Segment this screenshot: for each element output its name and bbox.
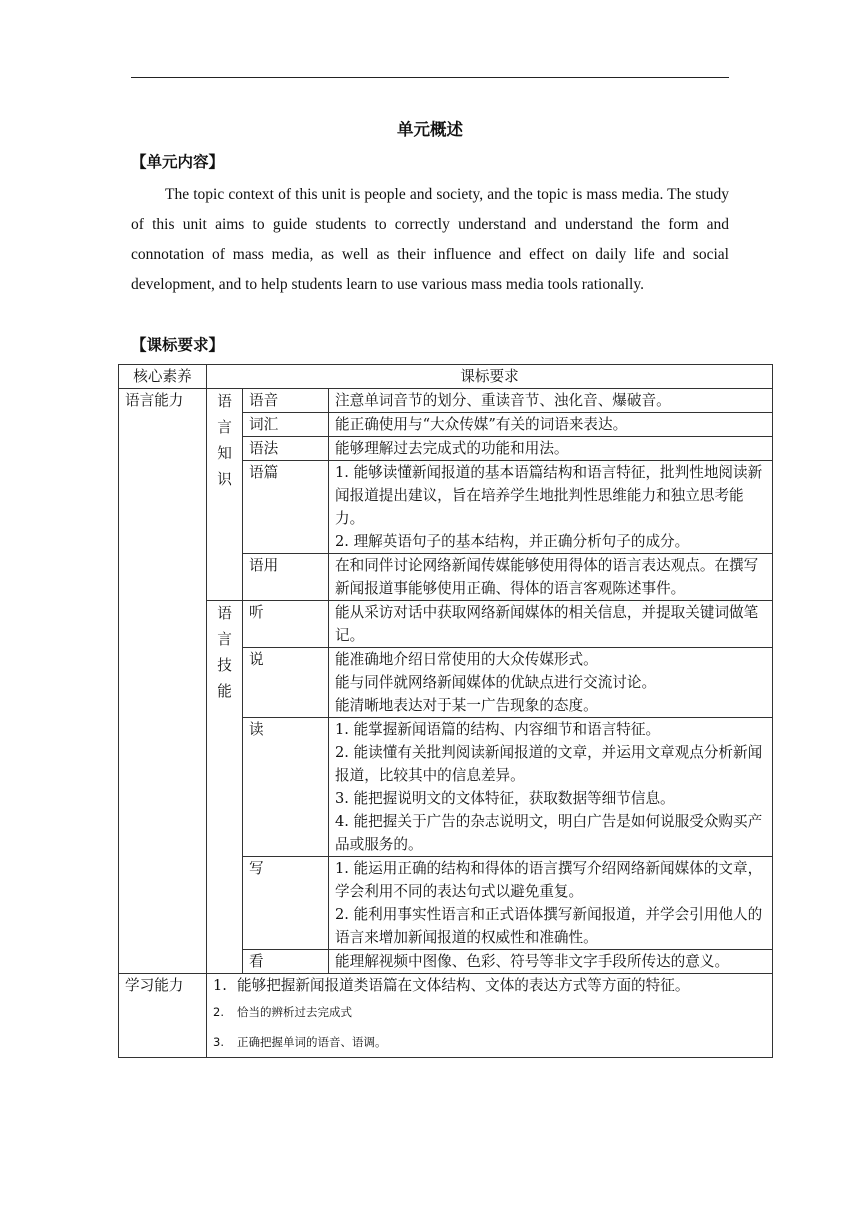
requirement-description bbox=[329, 554, 773, 601]
knowledge-item: 语用 bbox=[243, 554, 329, 601]
table-row bbox=[119, 974, 773, 1058]
skill-item: 读 bbox=[243, 718, 329, 857]
requirement-line: 能从采访对话中获取网络新闻媒体的相关信息，并提取关键词做笔记。 bbox=[335, 604, 759, 644]
requirement-line: 1. 能掌握新闻语篇的结构、内容细节和语言特征。 bbox=[335, 721, 661, 738]
requirement-line: 4. 能把握关于广告的杂志说明文，明白广告是如何说服受众购买产品或服务的。 bbox=[335, 813, 763, 853]
learning-line bbox=[213, 974, 766, 997]
requirement-line: 能准确地介绍日常使用的大众传媒形式。 bbox=[335, 651, 598, 668]
requirement-line: 能够理解过去完成式的功能和用法。 bbox=[335, 440, 569, 457]
requirement-description bbox=[329, 413, 773, 437]
requirement-line: 能正确使用与“大众传媒”有关的词语来表达。 bbox=[335, 416, 628, 433]
table-header-row bbox=[119, 365, 773, 389]
unit-content-heading: 【单元内容】 bbox=[131, 153, 225, 171]
skill-item: 写 bbox=[243, 857, 329, 950]
skill-item: 听 bbox=[243, 601, 329, 648]
requirement-line: 注意单词音节的划分、重读音节、浊化音、爆破音。 bbox=[335, 392, 671, 409]
requirement-line: 在和同伴讨论网络新闻传媒能够使用得体的语言表达观点。在撰写新闻报道事能够使用正确、得体的语言客观陈述事件。 bbox=[335, 557, 759, 597]
group-label: 语言知识 bbox=[217, 393, 232, 488]
requirement-description bbox=[329, 437, 773, 461]
page-title: 单元概述 bbox=[397, 120, 463, 139]
requirement-line: 2. 能读懂有关批判阅读新闻报道的文章，并运用文章观点分析新闻报道，比较其中的信息差异。 bbox=[335, 744, 763, 784]
table-row bbox=[119, 601, 773, 648]
requirement-description bbox=[329, 950, 773, 974]
knowledge-item: 词汇 bbox=[243, 413, 329, 437]
requirement-description bbox=[329, 648, 773, 718]
skill-item: 说 bbox=[243, 648, 329, 718]
requirement-description bbox=[329, 601, 773, 648]
requirement-description bbox=[329, 389, 773, 413]
requirement-line: 能与同伴就网络新闻媒体的优缺点进行交流讨论。 bbox=[335, 674, 657, 691]
learning-number: 1. bbox=[213, 977, 227, 994]
header-requirements: 课标要求 bbox=[207, 365, 773, 389]
requirement-line: 能理解视频中图像、色彩、符号等非文字手段所传达的意义。 bbox=[335, 953, 730, 970]
knowledge-item: 语法 bbox=[243, 437, 329, 461]
group-label: 语言技能 bbox=[217, 605, 232, 700]
learning-number: 3. bbox=[213, 1035, 224, 1049]
requirement-line: 能清晰地表达对于某一广告现象的态度。 bbox=[335, 697, 598, 714]
learning-ability-description bbox=[207, 974, 773, 1058]
learning-text: 正确把握单词的语音、语调。 bbox=[237, 1035, 387, 1049]
requirement-line: 2. 理解英语句子的基本结构，并正确分析句子的成分。 bbox=[335, 533, 690, 550]
learning-text: 能够把握新闻报道类语篇在文体结构、文体的表达方式等方面的特征。 bbox=[237, 977, 690, 994]
requirement-description bbox=[329, 461, 773, 554]
core-learning-ability: 学习能力 bbox=[119, 974, 207, 1058]
curriculum-table bbox=[118, 364, 773, 1058]
knowledge-item: 语篇 bbox=[243, 461, 329, 554]
curriculum-heading: 【课标要求】 bbox=[131, 336, 225, 354]
core-language-ability: 语言能力 bbox=[119, 389, 207, 974]
header-rule bbox=[131, 77, 729, 78]
learning-line bbox=[213, 1027, 766, 1057]
requirement-line: 1. 能够读懂新闻报道的基本语篇结构和语言特征，批判性地阅读新闻报道提出建议，旨在培养学生地批判性思维能力和独立思考能力。 bbox=[335, 464, 763, 527]
table-row bbox=[119, 389, 773, 413]
requirement-line: 3. 能把握说明文的文体特征，获取数据等细节信息。 bbox=[335, 790, 675, 807]
header-core-literacy: 核心素养 bbox=[119, 365, 207, 389]
skill-item: 看 bbox=[243, 950, 329, 974]
group-language-knowledge bbox=[207, 389, 243, 601]
group-language-skills bbox=[207, 601, 243, 974]
unit-content-paragraph: The topic context of this unit is people and society, and the topic is mass media. The study of this unit aims to guide students to correctly understand and understand the form and connotation of mass media, as well as their influence and effect on daily life and social development, and to help students learn to use various mass media tools rationally. bbox=[131, 186, 729, 293]
requirement-description bbox=[329, 718, 773, 857]
requirement-line: 2. 能利用事实性语言和正式语体撰写新闻报道，并学会引用他人的语言来增加新闻报道的权威性和准确性。 bbox=[335, 906, 763, 946]
requirement-line: 1. 能运用正确的结构和得体的语言撰写介绍网络新闻媒体的文章，学会利用不同的表达句式以避免重复。 bbox=[335, 860, 763, 900]
learning-number: 2. bbox=[213, 1005, 224, 1019]
knowledge-item: 语音 bbox=[243, 389, 329, 413]
requirement-description bbox=[329, 857, 773, 950]
learning-text: 恰当的辨析过去完成式 bbox=[237, 1005, 352, 1019]
learning-line bbox=[213, 997, 766, 1027]
